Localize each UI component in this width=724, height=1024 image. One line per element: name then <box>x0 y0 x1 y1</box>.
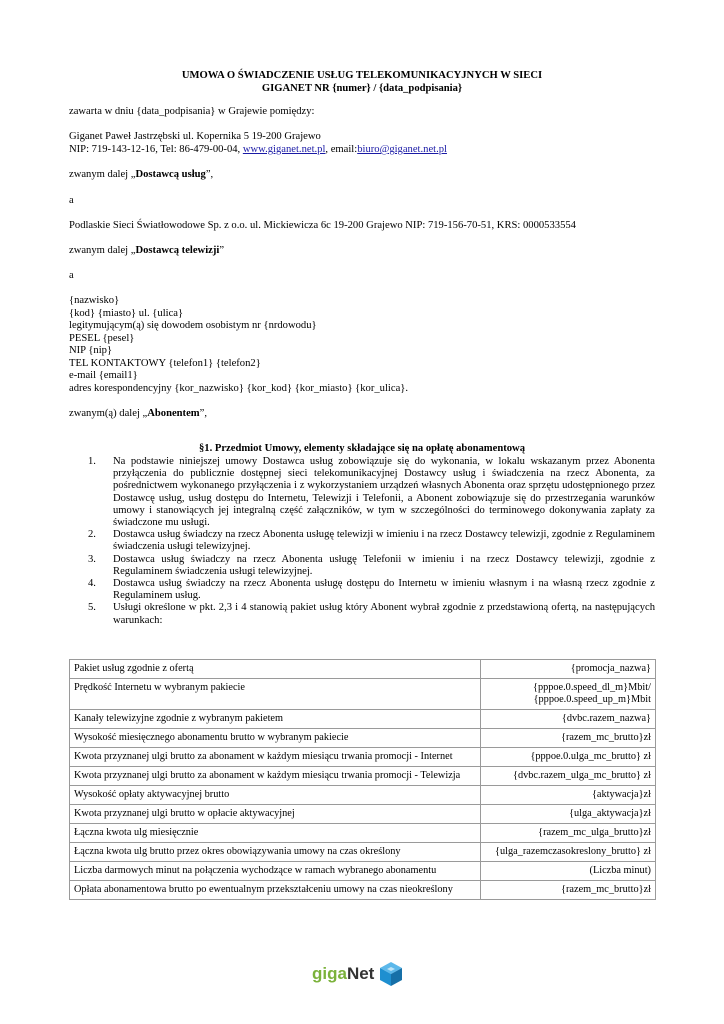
table-row <box>70 767 656 786</box>
row-label: Pakiet usług zgodnie z ofertą <box>70 660 481 679</box>
row-value: (Liczba minut) <box>481 862 656 881</box>
table-row <box>70 824 656 843</box>
client-nip: NIP {nip} <box>69 345 113 356</box>
list-item <box>69 578 655 602</box>
section-heading: §1. Przedmiot Umowy, elementy składające się na opłatę abonamentową <box>198 443 526 454</box>
logo-part-giga: giga <box>312 964 347 983</box>
client-phone: TEL KONTAKTOWY {telefon1} {telefon2} <box>69 357 261 369</box>
client-correspondence-address: adres korespondencyjny {kor_nazwisko} {kor_kod} {kor_miasto} {kor_ulica}. <box>69 382 408 394</box>
list-item <box>69 529 655 553</box>
logo-part-net: Net <box>346 964 375 983</box>
row-label: Prędkość Internetu w wybranym pakiecie <box>70 679 481 710</box>
tv-provider-details: Podlaskie Sieci Światłowodowe Sp. z o.o. ul. Mickiewicza 6c 19-200 Grajewo NIP: 719-156-70-51, KRS: 0000533554 <box>69 220 576 231</box>
row-label: Liczba darmowych minut na połączenia wychodzące w ramach wybranego abonamentu <box>70 862 481 881</box>
row-label: Kanały telewizyjne zgodnie z wybranym pakietem <box>70 710 481 729</box>
row-value: {razem_mc_ulga_brutto}zł <box>481 824 656 843</box>
concluded-line: zawarta w dniu {data_podpisania} w Grajewie pomiędzy: <box>69 106 315 117</box>
row-label: Kwota przyznanej ulgi brutto w opłacie aktywacyjnej <box>70 805 481 824</box>
row-value: {razem_mc_brutto}zł <box>481 881 656 900</box>
client-id-document: legitymującym(ą) się dowodem osobistym nr {nrdowodu} <box>69 320 317 331</box>
provider-website-link[interactable]: www.giganet.net.pl <box>242 144 326 155</box>
role-suffix: ”, <box>205 169 214 180</box>
tv-provider-role: Dostawcą telewizji <box>135 245 220 256</box>
provider-role: Dostawcą usług <box>135 169 206 180</box>
client-email: e-mail {email1} <box>69 370 138 381</box>
speed-upload: {pppoe.0.speed_up_m}Mbit <box>533 694 651 705</box>
row-value: {ulga_razemczasokreslony_brutto} zł <box>481 843 656 862</box>
role-suffix: ” <box>219 245 225 256</box>
table-row <box>70 679 656 710</box>
row-value <box>481 679 656 710</box>
table-row <box>70 729 656 748</box>
client-name: {nazwisko} <box>69 295 120 306</box>
point-number: 2. <box>88 529 96 541</box>
called-prefix: zwanym dalej „ <box>69 169 136 180</box>
provider-contact <box>69 144 447 157</box>
email-prefix: , email: <box>325 144 358 155</box>
list-item <box>69 602 655 626</box>
table-row <box>70 805 656 824</box>
provider-role-line <box>69 169 213 182</box>
and-separator-1: a <box>69 195 74 206</box>
table-row <box>70 710 656 729</box>
row-label: Kwota przyznanej ulgi brutto za abonament w każdym miesiącu trwania promocji - Telewizja <box>70 767 481 786</box>
provider-address: Giganet Paweł Jastrzębski ul. Kopernika 5 19-200 Grajewo <box>69 131 321 142</box>
row-label: Kwota przyznanej ulgi brutto za abonament w każdym miesiącu trwania promocji - Internet <box>70 748 481 767</box>
point-text: Dostawca usług świadczy na rzecz Abonenta usługę telewizji w imieniu i na rzecz Dostawcy telewizji, zgodnie z Regulaminem świadczenia usługi telewizyjnej. <box>113 529 655 553</box>
table-row <box>70 660 656 679</box>
offer-table <box>69 659 656 900</box>
provider-nip-phone: NIP: 719-143-12-16, Tel: 86-479-00-04, <box>69 144 243 155</box>
row-label: Wysokość miesięcznego abonamentu brutto w wybranym pakiecie <box>70 729 481 748</box>
row-label: Łączna kwota ulg brutto przez okres obowiązywania umowy na czas określony <box>70 843 481 862</box>
point-text: Usługi określone w pkt. 2,3 i 4 stanowią pakiet usług który Abonent wybrał zgodnie z przedstawioną ofertą, na następujących warunkach: <box>113 602 655 626</box>
list-item <box>69 456 655 529</box>
row-value: {pppoe.0.ulga_mc_brutto} zł <box>481 748 656 767</box>
provider-email-link[interactable]: biuro@giganet.net.pl <box>357 144 447 155</box>
point-number: 1. <box>88 456 96 467</box>
table-row <box>70 786 656 805</box>
point-number: 4. <box>88 578 96 590</box>
point-text: Na podstawie niniejszej umowy Dostawca usług zobowiązuje się do wykonania, w lokalu wskazanym przez Abonenta przyłączenia do publicznie dostępnej sieci telekomunikacyjnej Dostawcy usług i świadczenia na rzecz Abonenta, za pośrednictwem wykonanego przyłączenia i z wykorzystaniem urządzeń własnych Abonenta oraz sprzętu udostępnionego przez Dostawcę usług, usług dostępu do Internetu, Telewizji i Telefonii, a Abonent zobowiązuje się do przestrzegania warunków umowy i stanowiących jej integralną część załączników, w tym w szczególności do terminowego dokonywania zapłaty za świadczone mu usługi. <box>113 456 655 529</box>
row-value: {promocja_nazwa} <box>481 660 656 679</box>
contract-title: UMOWA O ŚWIADCZENIE USŁUG TELEKOMUNIKACYJNYCH W SIECI <box>181 70 543 81</box>
table-row <box>70 881 656 900</box>
list-item <box>69 554 655 578</box>
role-suffix: ”, <box>199 408 207 419</box>
row-label: Wysokość opłaty aktywacyjnej brutto <box>70 786 481 805</box>
logo-wordmark <box>312 964 374 984</box>
giganet-logo <box>312 954 422 994</box>
table-row <box>70 843 656 862</box>
client-role-line <box>69 408 207 421</box>
client-pesel: PESEL {pesel} <box>69 332 135 344</box>
row-value: {dvbc.razem_ulga_mc_brutto} zł <box>481 767 656 786</box>
point-number: 3. <box>88 553 96 565</box>
and-separator-2: a <box>69 270 74 281</box>
row-label: Łączna kwota ulg miesięcznie <box>70 824 481 843</box>
row-value: {aktywacja}zł <box>481 786 656 805</box>
contract-number: GIGANET NR {numer} / {data_podpisania} <box>261 83 463 94</box>
row-value: {razem_mc_brutto}zł <box>481 729 656 748</box>
row-value: {dvbc.razem_nazwa} <box>481 710 656 729</box>
point-text: Dostawca usług świadczy na rzecz Abonenta usługę Telefonii w imieniu i na rzecz Dostawcy telewizji, zgodnie z Regulaminem świadczenia usługi telewizyjnej. <box>113 553 655 577</box>
cube-icon <box>378 960 404 988</box>
client-address: {kod} {miasto} ul. {ulica} <box>69 307 184 319</box>
speed-download: {pppoe.0.speed_dl_m}Mbit/ <box>533 682 651 693</box>
called-prefix: zwanym(ą) dalej „ <box>69 408 148 419</box>
row-label: Opłata abonamentowa brutto po ewentualnym przekształceniu umowy na czas nieokreślony <box>70 881 481 900</box>
tv-role-line <box>69 245 224 258</box>
table-row <box>70 862 656 881</box>
table-row <box>70 748 656 767</box>
point-text: Dostawca usług świadczy na rzecz Abonenta usługę dostępu do Internetu w imieniu własnym i na własną rzecz zgodnie z Regulaminem usług. <box>113 578 655 602</box>
section-points <box>69 456 655 627</box>
row-value: {ulga_aktywacja}zł <box>481 805 656 824</box>
client-role: Abonentem <box>147 408 200 419</box>
point-number: 5. <box>88 602 96 614</box>
called-prefix: zwanym dalej „ <box>69 245 136 256</box>
